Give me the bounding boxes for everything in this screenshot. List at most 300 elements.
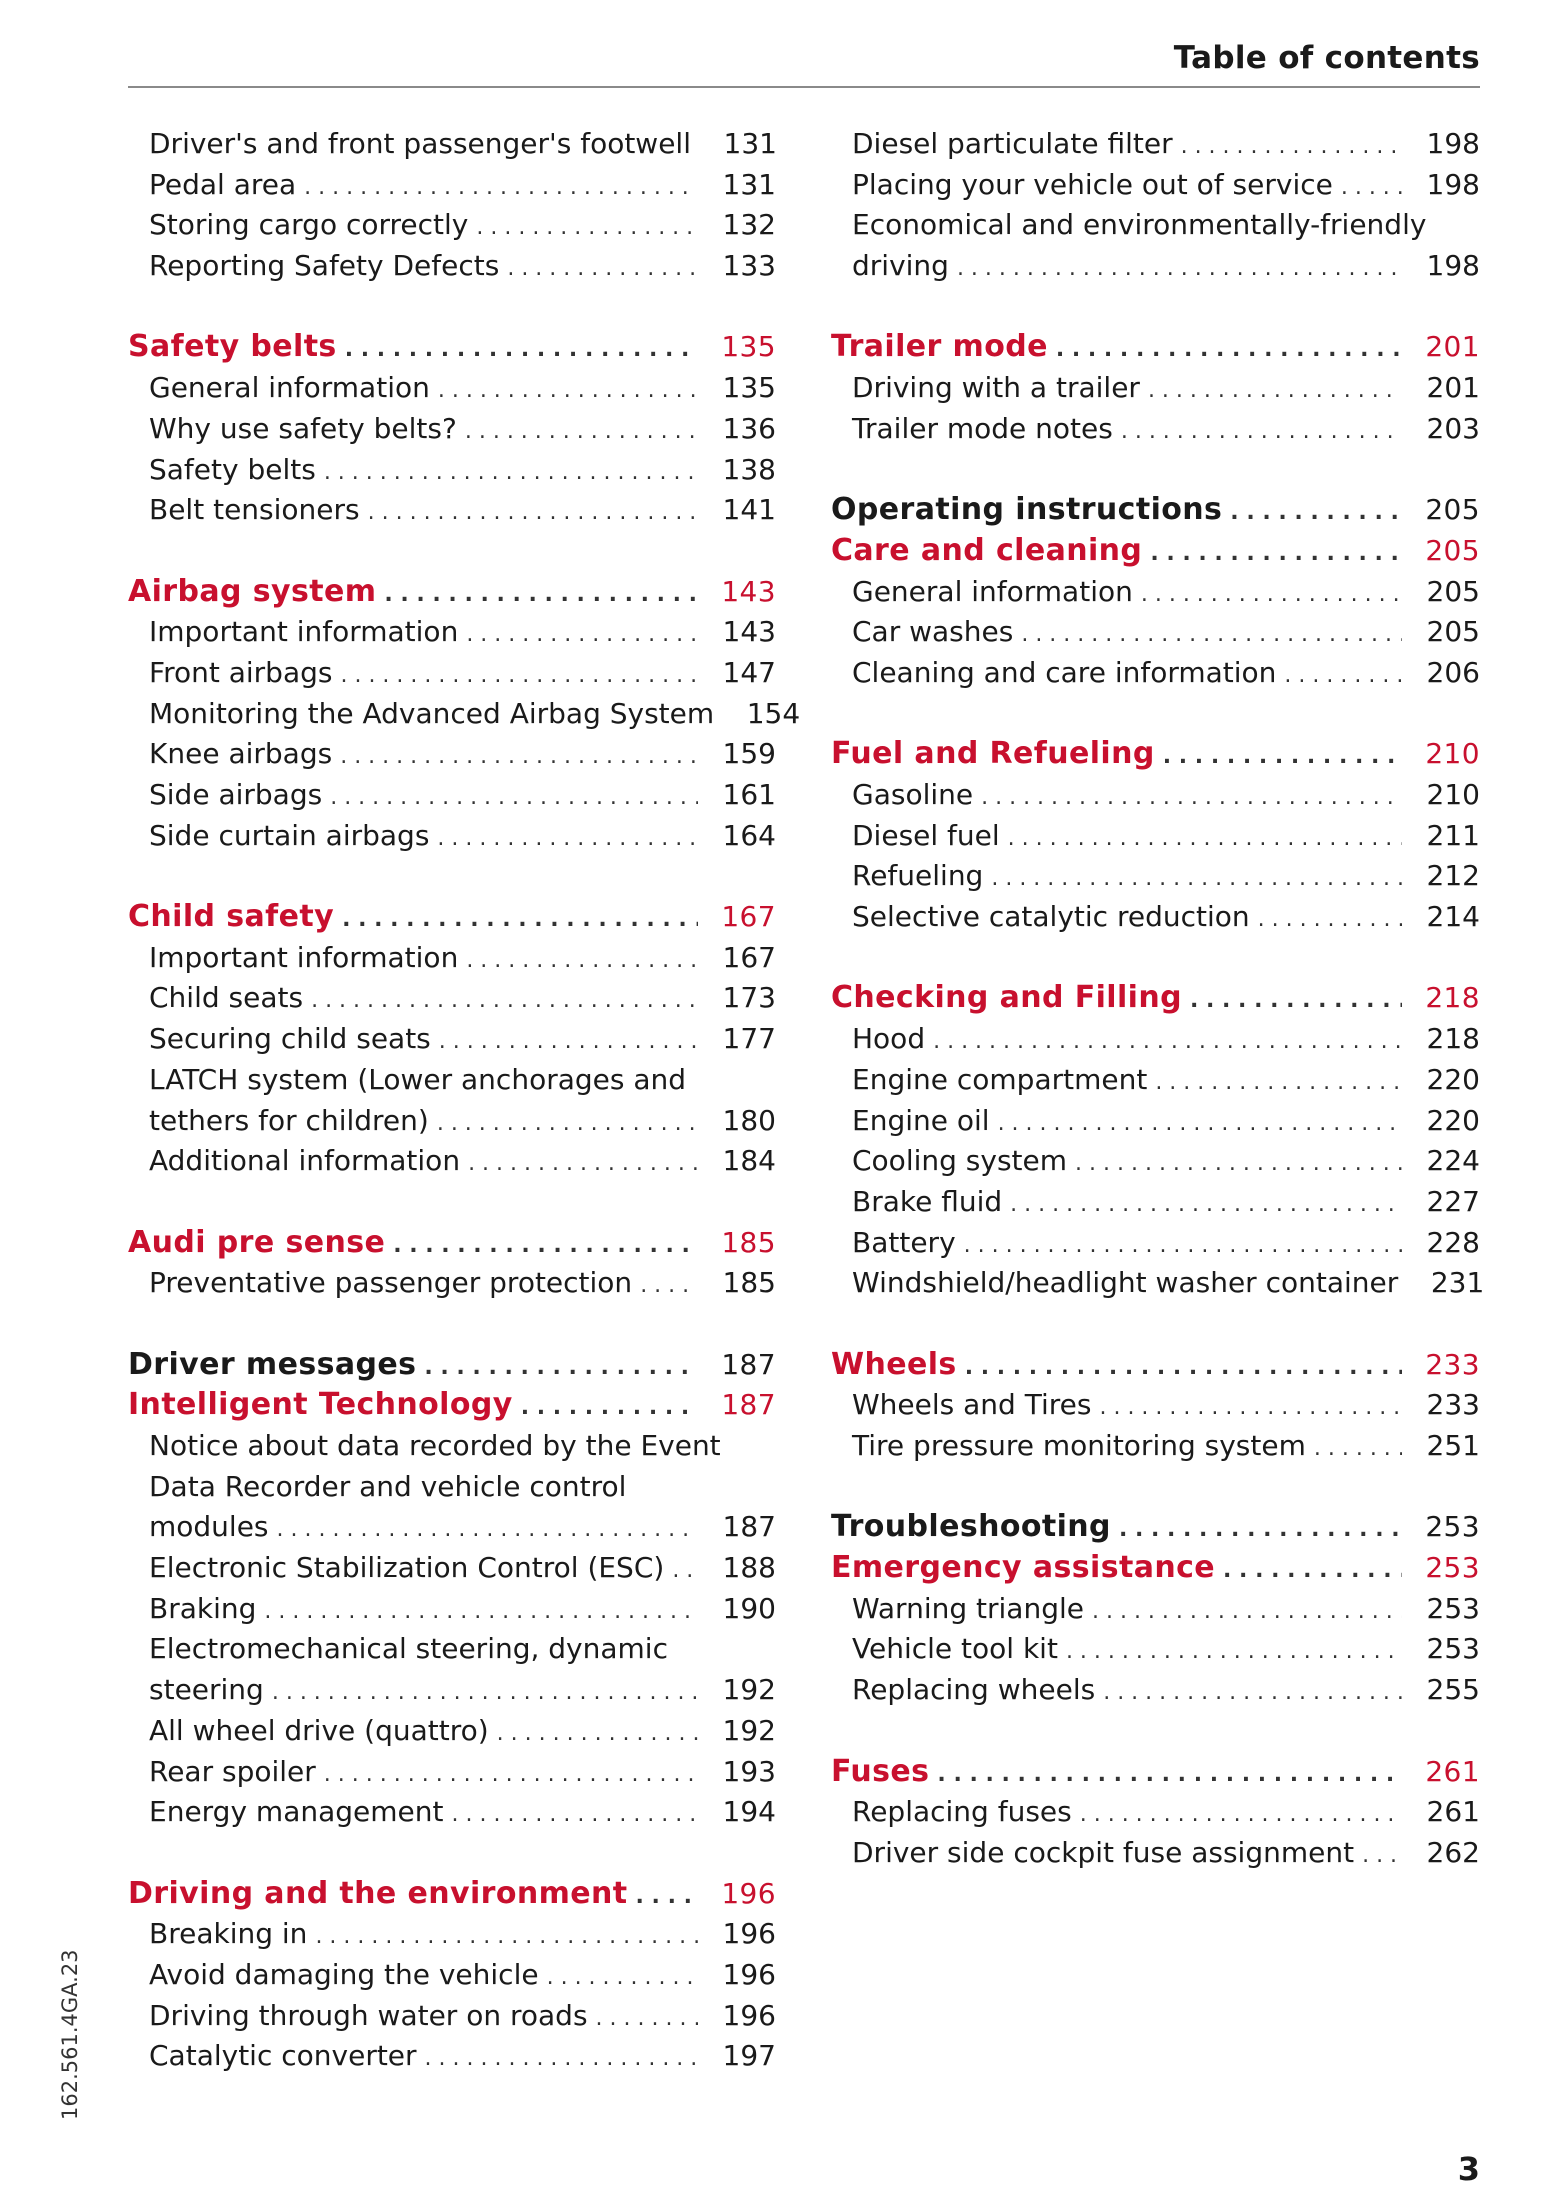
toc-subentry[interactable] <box>831 816 1480 857</box>
toc-page-number: 201 <box>1426 371 1480 405</box>
toc-page-number: 193 <box>722 1754 776 1788</box>
toc-page-number: 227 <box>1426 1184 1480 1218</box>
toc-page-number: 192 <box>722 1673 776 1707</box>
toc-entry-title: Selective catalytic reduction <box>852 900 1250 934</box>
section-spacer <box>831 450 1480 491</box>
toc-entry-title: Tire pressure monitoring system <box>852 1429 1306 1462</box>
toc-page-number: 196 <box>721 1876 776 1910</box>
dot-leader <box>315 1917 698 1958</box>
section-spacer <box>128 1182 776 1223</box>
dot-leader <box>466 941 698 982</box>
toc-entry-title: Brake fluid <box>852 1184 1003 1218</box>
dot-leader <box>452 1795 699 1836</box>
toc-page-number: 159 <box>722 737 776 771</box>
dot-leader <box>1056 330 1402 371</box>
toc-entry-title: Side airbags <box>149 778 323 811</box>
toc-page-number: 261 <box>1426 1795 1480 1829</box>
dot-leader <box>439 1022 698 1063</box>
section-spacer <box>128 856 776 897</box>
toc-page-number: 187 <box>721 1388 776 1422</box>
toc-page-number: 180 <box>722 1103 776 1137</box>
toc-subentry[interactable] <box>128 1996 776 2037</box>
toc-page-number: 220 <box>1426 1062 1480 1096</box>
toc-entry-title: Cleaning and care information <box>852 655 1277 689</box>
toc-subentry[interactable] <box>831 409 1480 450</box>
toc-subentry[interactable] <box>128 1589 776 1630</box>
toc-subentry[interactable] <box>128 1670 776 1711</box>
page-header <box>128 40 1480 88</box>
toc-subentry[interactable] <box>831 653 1480 694</box>
dot-leader <box>596 1999 698 2040</box>
toc-entry-title: Rear spoiler <box>149 1754 316 1788</box>
toc-entry-title: Engine oil <box>852 1103 990 1137</box>
toc-page-number: 167 <box>721 900 776 934</box>
toc-entry-title: Trailer mode notes <box>852 411 1113 445</box>
toc-section-heading[interactable] <box>128 572 776 613</box>
toc-subentry[interactable] <box>831 246 1480 287</box>
toc-subentry[interactable] <box>128 490 776 531</box>
page-title: Table of contents <box>1173 40 1480 76</box>
toc-entry-title: Storing cargo correctly <box>149 208 469 242</box>
toc-entry-title: Driver side cockpit fuse assignment <box>852 1835 1355 1869</box>
dot-leader <box>330 778 698 819</box>
toc-page-number: 262 <box>1426 1835 1480 1869</box>
toc-entry-title: General information <box>149 371 430 405</box>
toc-subentry[interactable] <box>831 1670 1480 1711</box>
toc-entry-title: modules <box>149 1510 269 1544</box>
toc-subentry[interactable] <box>831 1426 1480 1467</box>
toc-section-heading[interactable] <box>128 1385 776 1426</box>
toc-page-number: 205 <box>1425 533 1480 567</box>
toc-entry-title: Avoid damaging the vehicle <box>149 1957 539 1991</box>
toc-subentry[interactable] <box>831 1060 1480 1101</box>
section-spacer <box>128 1304 776 1345</box>
dot-leader <box>547 1958 698 1999</box>
dot-leader <box>468 1144 698 1185</box>
toc-subentry[interactable] <box>128 165 776 206</box>
toc-entry-title: Pedal area <box>149 167 297 201</box>
toc-page-number: 190 <box>722 1591 776 1625</box>
toc-entry-title: Notice about data recorded by the Event <box>149 1429 721 1462</box>
toc-chapter-heading[interactable] <box>831 490 1480 531</box>
toc-entry-title: Trailer mode <box>831 329 1048 365</box>
toc-page-number: 184 <box>722 1144 776 1178</box>
toc-page-number: 187 <box>722 1510 776 1544</box>
toc-entry-title: driving <box>852 249 949 283</box>
toc-entry-title: Reporting Safety Defects <box>149 249 500 283</box>
toc-subentry[interactable] <box>128 1711 776 1752</box>
dot-leader <box>507 249 698 290</box>
toc-entry-title: Safety belts <box>149 452 316 486</box>
toc-entry-title: Additional information <box>149 1144 461 1178</box>
toc-page-number: 173 <box>722 981 776 1015</box>
toc-subentry[interactable] <box>831 1141 1480 1182</box>
toc-entry-title: Driving through water on roads <box>149 1998 588 2032</box>
toc-page-number: 228 <box>1426 1225 1480 1259</box>
toc-page-number: 198 <box>1426 127 1480 160</box>
toc-entry-title: Braking <box>149 1591 257 1625</box>
section-spacer <box>128 531 776 572</box>
toc-entry-title: Side curtain airbags <box>149 818 430 852</box>
toc-page-number: 185 <box>721 1225 776 1259</box>
toc-page-number: 196 <box>722 1957 776 1991</box>
section-spacer <box>831 1304 1480 1345</box>
toc-subentry[interactable] <box>831 897 1480 938</box>
toc-entry-title: Child seats <box>149 981 304 1015</box>
toc-section-heading[interactable] <box>831 734 1480 775</box>
dot-leader <box>1008 819 1402 860</box>
toc-entry-title: Checking and Filling <box>831 980 1182 1016</box>
toc-page-number: 205 <box>1426 615 1480 649</box>
toc-subentry-line[interactable] <box>128 1060 776 1101</box>
toc-section-heading[interactable] <box>831 1752 1480 1793</box>
toc-subentry[interactable] <box>128 409 776 450</box>
toc-subentry[interactable] <box>128 205 776 246</box>
toc-subentry[interactable] <box>128 1507 776 1548</box>
dot-leader <box>1066 1632 1402 1673</box>
dot-leader <box>393 1226 698 1267</box>
dot-leader <box>1163 737 1402 778</box>
toc-page-number: 185 <box>722 1266 776 1300</box>
toc-page-number: 187 <box>721 1347 776 1381</box>
toc-page-number: 136 <box>722 411 776 445</box>
toc-entry-title: Diesel fuel <box>852 818 1000 852</box>
toc-entry-title: Vehicle tool kit <box>852 1632 1058 1666</box>
dot-leader <box>991 859 1402 900</box>
toc-entry-title: Data Recorder and vehicle control <box>149 1469 627 1503</box>
dot-leader <box>981 778 1402 819</box>
toc-page-number: 218 <box>1426 1022 1480 1056</box>
toc-subentry[interactable] <box>831 1019 1480 1060</box>
toc-section-heading[interactable] <box>831 1548 1480 1589</box>
toc-entry-title: Cooling system <box>852 1144 1068 1178</box>
toc-entry-title: Important information <box>149 940 459 974</box>
toc-entry-title: Care and cleaning <box>831 532 1143 568</box>
toc-subentry[interactable] <box>128 246 776 287</box>
toc-subentry[interactable] <box>128 816 776 857</box>
toc-page-number: 161 <box>722 778 776 811</box>
toc-subentry[interactable] <box>831 856 1480 897</box>
toc-subentry[interactable] <box>831 124 1480 165</box>
toc-page-number: 218 <box>1425 981 1480 1015</box>
toc-chapter-heading[interactable] <box>128 1345 776 1386</box>
toc-page-number: 233 <box>1426 1388 1480 1422</box>
dot-leader <box>1181 127 1402 168</box>
toc-entry-title: Driving and the environment <box>128 1875 628 1911</box>
toc-entry-title: Monitoring the Advanced Airbag System <box>149 696 715 730</box>
toc-entry-title: Belt tensioners <box>149 493 360 527</box>
toc-page-number: 131 <box>722 167 776 201</box>
toc-entry-title: Fuel and Refueling <box>831 736 1155 772</box>
dot-leader <box>340 656 698 697</box>
toc-page-number: 251 <box>1426 1429 1480 1462</box>
toc-page-number: 261 <box>1425 1754 1480 1788</box>
dot-leader <box>1150 534 1402 575</box>
dot-leader <box>1103 1673 1402 1714</box>
toc-subentry[interactable] <box>128 2036 776 2077</box>
toc-page-number: 194 <box>722 1795 776 1829</box>
toc-entry-title: Operating instructions <box>831 492 1223 528</box>
toc-chapter-heading[interactable] <box>831 1507 1480 1548</box>
toc-section-heading[interactable] <box>831 1345 1480 1386</box>
dot-leader <box>465 412 698 453</box>
toc-subentry[interactable] <box>128 124 776 165</box>
toc-page-number: 253 <box>1426 1632 1480 1666</box>
toc-entry-title: Audi pre sense <box>128 1224 386 1260</box>
toc-page-number: 192 <box>722 1713 776 1747</box>
toc-subentry[interactable] <box>831 612 1480 653</box>
toc-entry-title: Breaking in <box>149 1917 308 1951</box>
toc-page-number: 143 <box>721 574 776 608</box>
dot-leader <box>1223 1551 1402 1592</box>
toc-subentry-line[interactable] <box>831 205 1480 246</box>
dot-leader <box>521 1388 698 1429</box>
toc-entry-title: Warning triangle <box>852 1591 1084 1625</box>
toc-subentry[interactable] <box>128 1914 776 1955</box>
toc-page-number: 196 <box>722 1998 776 2032</box>
toc-page-number: 164 <box>722 818 776 852</box>
dot-leader <box>1092 1592 1402 1633</box>
dot-leader <box>1075 1144 1402 1185</box>
dot-leader <box>324 1755 698 1796</box>
toc-page-number: 133 <box>722 249 776 283</box>
section-spacer <box>831 1467 1480 1508</box>
dot-leader <box>1341 168 1402 209</box>
dot-leader <box>937 1755 1402 1796</box>
toc-subentry[interactable] <box>831 1589 1480 1630</box>
toc-page-number: 205 <box>1426 574 1480 608</box>
toc-entry-title: General information <box>852 574 1133 608</box>
dot-leader <box>425 2039 698 2080</box>
dot-leader <box>1148 371 1402 412</box>
toc-subentry[interactable] <box>128 938 776 979</box>
toc-subentry[interactable] <box>128 653 776 694</box>
toc-entry-title: Placing your vehicle out of service <box>852 167 1333 201</box>
toc-entry-title: Car washes <box>852 615 1014 649</box>
toc-entry-title: Economical and environmentally-friendly <box>852 208 1427 242</box>
dot-leader <box>345 330 698 371</box>
toc-page-number: 220 <box>1426 1103 1480 1137</box>
toc-subentry[interactable] <box>831 1101 1480 1142</box>
toc-entry-title: Electromechanical steering, dynamic <box>149 1632 668 1666</box>
dot-leader <box>1099 1388 1402 1429</box>
dot-leader <box>672 1551 698 1592</box>
section-spacer <box>831 287 1480 328</box>
toc-subentry[interactable] <box>831 1182 1480 1223</box>
toc-page-number: 135 <box>722 371 776 405</box>
section-spacer <box>831 938 1480 979</box>
toc-entry-title: Intelligent Technology <box>128 1387 513 1423</box>
toc-subentry[interactable] <box>128 368 776 409</box>
toc-subentry[interactable] <box>831 1629 1480 1670</box>
toc-entry-title: Securing child seats <box>149 1022 431 1056</box>
toc-entry-title: Energy management <box>149 1795 444 1829</box>
dot-leader <box>1155 1063 1402 1104</box>
dot-leader <box>304 168 698 209</box>
section-spacer <box>128 1833 776 1874</box>
toc-subentry[interactable] <box>128 1792 776 1833</box>
toc-page-number: 233 <box>1425 1347 1480 1381</box>
toc-subentry[interactable] <box>128 1548 776 1589</box>
toc-entry-title: Replacing fuses <box>852 1795 1072 1829</box>
toc-entry-title: Preventative passenger protection <box>149 1266 633 1300</box>
toc-subentry[interactable] <box>128 734 776 775</box>
dot-leader <box>277 1510 698 1551</box>
dot-leader <box>466 615 698 656</box>
toc-subentry[interactable] <box>128 450 776 491</box>
toc-page-number: 255 <box>1426 1673 1480 1707</box>
dot-leader <box>1119 1510 1402 1551</box>
toc-page-number: 212 <box>1426 859 1480 893</box>
toc-subentry[interactable] <box>831 775 1480 816</box>
toc-subentry[interactable] <box>128 1263 776 1304</box>
dot-leader <box>264 1592 698 1633</box>
toc-subentry[interactable] <box>128 1955 776 1996</box>
toc-entry-title: Catalytic converter <box>149 2039 417 2073</box>
toc-entry-title: Battery <box>852 1225 956 1259</box>
toc-subentry[interactable] <box>831 572 1480 613</box>
toc-subentry[interactable] <box>128 775 776 816</box>
dot-leader <box>636 1877 698 1918</box>
dot-leader <box>424 1348 698 1389</box>
toc-entry-title: Hood <box>852 1022 926 1056</box>
toc-subentry[interactable] <box>128 1141 776 1182</box>
toc-subentry[interactable] <box>831 1263 1485 1304</box>
toc-page-number: 214 <box>1426 900 1480 934</box>
toc-subentry[interactable] <box>128 1019 776 1060</box>
toc-page-number: 253 <box>1425 1551 1480 1585</box>
toc-subentry[interactable] <box>128 694 801 735</box>
dot-leader <box>965 1348 1402 1389</box>
dot-leader <box>311 981 698 1022</box>
toc-entry-title: Driving with a trailer <box>852 371 1140 405</box>
toc-subentry[interactable] <box>128 1101 776 1142</box>
toc-entry-title: Front airbags <box>149 655 333 689</box>
dot-leader <box>1080 1795 1402 1836</box>
toc-page-number: 131 <box>723 127 777 160</box>
dot-leader <box>368 493 698 534</box>
dot-leader <box>1141 575 1402 616</box>
toc-page-number: 143 <box>722 615 776 649</box>
section-spacer <box>128 287 776 328</box>
toc-page-number: 198 <box>1426 167 1480 201</box>
toc-page-number: 205 <box>1425 493 1480 527</box>
toc-entry-title: Safety belts <box>128 329 337 365</box>
toc-entry-title: Driver's and front passenger's footwell <box>149 127 691 160</box>
toc-entry-title: Engine compartment <box>852 1062 1148 1096</box>
toc-subentry-line[interactable] <box>128 1426 776 1467</box>
dot-leader <box>1190 981 1402 1022</box>
toc-page-number: 154 <box>746 696 801 730</box>
toc-entry-title: Airbag system <box>128 573 377 609</box>
toc-page-number: 138 <box>722 452 776 486</box>
toc-column-right <box>831 124 1485 1874</box>
toc-subentry-line[interactable] <box>128 1467 776 1508</box>
dot-leader <box>1258 900 1402 941</box>
toc-subentry[interactable] <box>831 1792 1480 1833</box>
dot-leader <box>340 737 698 778</box>
toc-subentry[interactable] <box>128 978 776 1019</box>
toc-subentry[interactable] <box>128 1752 776 1793</box>
toc-subentry[interactable] <box>831 165 1480 206</box>
dot-leader <box>384 575 698 616</box>
toc-subentry[interactable] <box>128 612 776 653</box>
page-number: 3 <box>1457 2150 1480 2188</box>
dot-leader <box>1021 615 1402 656</box>
toc-subentry[interactable] <box>831 1223 1480 1264</box>
dot-leader <box>1362 1836 1402 1877</box>
toc-subentry[interactable] <box>831 1833 1480 1874</box>
toc-entry-title: steering <box>149 1673 264 1707</box>
toc-page-number: 201 <box>1425 330 1480 364</box>
toc-page-number: 210 <box>1426 778 1480 811</box>
dot-leader <box>437 819 698 860</box>
dot-leader <box>1284 656 1402 697</box>
toc-page-number: 224 <box>1426 1144 1480 1178</box>
toc-section-heading[interactable] <box>128 327 776 368</box>
toc-page-number: 203 <box>1426 411 1480 445</box>
section-spacer <box>831 1711 1480 1752</box>
toc-subentry[interactable] <box>831 1385 1480 1426</box>
toc-page-number: 177 <box>722 1022 776 1056</box>
toc-section-heading[interactable] <box>831 327 1480 368</box>
toc-entry-title: Refueling <box>852 859 984 893</box>
dot-leader <box>640 1266 698 1307</box>
dot-leader <box>998 1104 1402 1145</box>
toc-entry-title: Driver messages <box>128 1346 417 1382</box>
dot-leader <box>1314 1429 1402 1470</box>
toc-entry-title: Electronic Stabilization Control (ESC) <box>149 1551 665 1585</box>
toc-entry-title: All wheel drive (quattro) <box>149 1713 489 1747</box>
dot-leader <box>1230 493 1402 534</box>
dot-leader <box>476 208 698 249</box>
toc-section-heading[interactable] <box>831 531 1480 572</box>
toc-page-number: 196 <box>722 1917 776 1951</box>
toc-page-number: 135 <box>721 330 776 364</box>
toc-entry-title: Windshield/headlight washer container <box>852 1266 1399 1300</box>
toc-entry-title: tethers for children) <box>149 1103 429 1137</box>
dot-leader <box>438 371 698 412</box>
toc-entry-title: Fuses <box>831 1753 930 1789</box>
toc-page-number: 253 <box>1425 1510 1480 1544</box>
toc-page-number: 211 <box>1426 818 1480 852</box>
document-code: 162.561.4GA.23 <box>58 1949 82 2120</box>
toc-entry-title: Troubleshooting <box>831 1509 1111 1545</box>
toc-subentry-line[interactable] <box>128 1629 776 1670</box>
dot-leader <box>342 900 698 941</box>
toc-section-heading[interactable] <box>831 978 1480 1019</box>
dot-leader <box>1010 1185 1402 1226</box>
toc-page-number: 141 <box>722 493 776 527</box>
dot-leader <box>272 1673 698 1714</box>
toc-entry-title: Important information <box>149 615 459 649</box>
toc-entry-title: Wheels <box>831 1346 957 1382</box>
toc-section-heading[interactable] <box>128 1223 776 1264</box>
toc-entry-title: Child safety <box>128 899 335 935</box>
toc-section-heading[interactable] <box>128 1874 776 1915</box>
toc-entry-title: LATCH system (Lower anchorages and <box>149 1062 687 1096</box>
toc-section-heading[interactable] <box>128 897 776 938</box>
toc-page-number: 210 <box>1425 737 1480 771</box>
toc-page-number: 188 <box>722 1551 776 1585</box>
dot-leader <box>437 1104 698 1145</box>
toc-entry-title: Emergency assistance <box>831 1550 1216 1586</box>
dot-leader <box>1121 412 1402 453</box>
dot-leader <box>964 1226 1402 1267</box>
toc-page-number: 253 <box>1426 1591 1480 1625</box>
toc-subentry[interactable] <box>831 368 1480 409</box>
toc-entry-title: Wheels and Tires <box>852 1388 1092 1422</box>
